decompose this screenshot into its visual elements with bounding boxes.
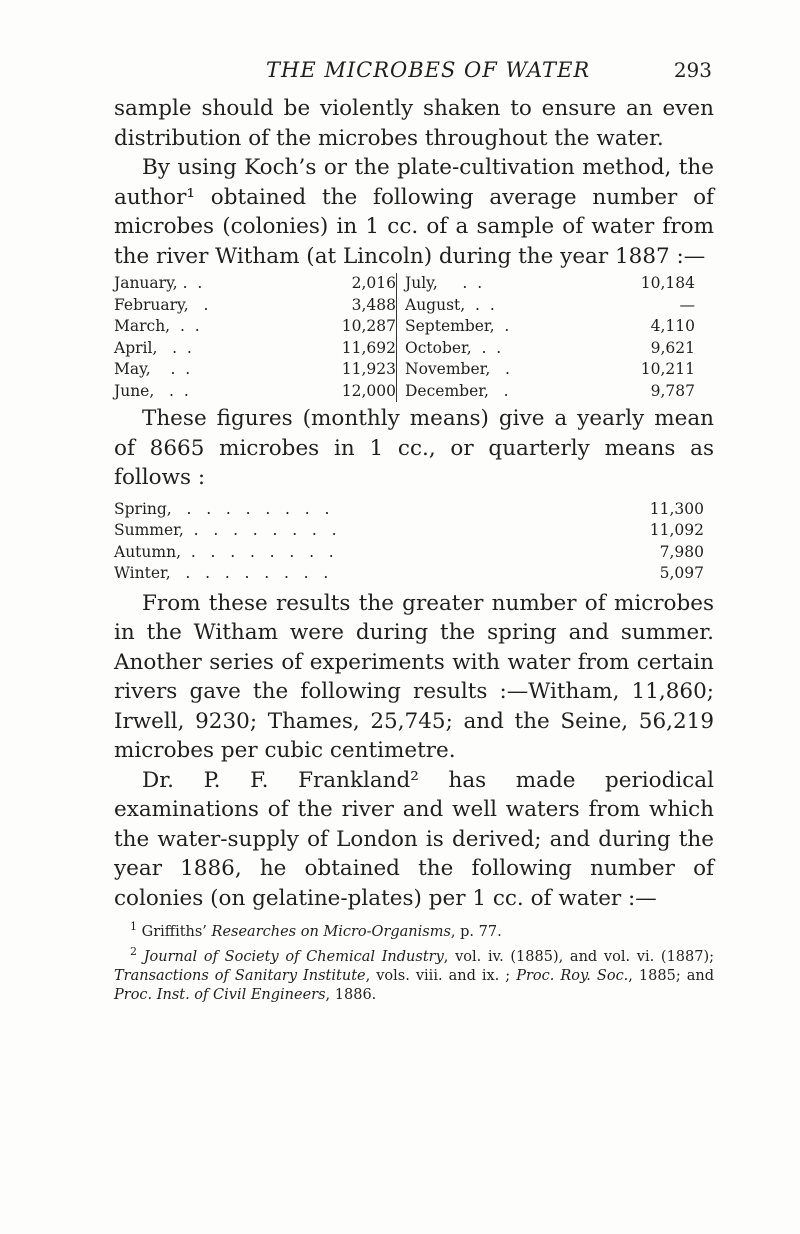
table-row [405, 381, 695, 403]
season-value: 11,300 [649, 499, 704, 518]
footnotes [114, 917, 714, 1005]
monthly-table [114, 273, 714, 402]
table-row [405, 295, 695, 317]
footnote-1 [114, 917, 714, 942]
paragraph-4: From these results the greater number of microbes in the Witham were during the spring and summer. Another series of experiments with water from certain rivers gave the following results :—Witham, 11,860; Irwell, 9230; Thames, 25,745; and the Seine, 56,219 microbes per cubic centimetre. [114, 590, 714, 763]
page-number: 293 [673, 58, 712, 82]
table-row [114, 563, 714, 585]
table-row [114, 381, 396, 403]
season-label: Winter, . . . . . . . . [114, 564, 329, 582]
running-head [114, 48, 714, 94]
footnote-text: , vol. iv. (1885), and vol. vi. (1887); [443, 948, 715, 965]
month-label: March, . . [114, 317, 200, 335]
month-label: June, . . [114, 381, 189, 400]
footnote-marker: 2 [130, 944, 137, 958]
month-value: 9,787 [650, 381, 695, 400]
month-value: — [679, 295, 695, 314]
month-value: 10,287 [341, 317, 396, 335]
paragraph-1: sample should be violently shaken to ensure an even distribution of the microbes throughout the water. [114, 96, 714, 151]
table-row [405, 338, 695, 360]
table-row [114, 273, 396, 295]
month-value: 11,923 [341, 360, 396, 378]
month-label: October, . . [405, 338, 502, 357]
footnote-2 [114, 942, 714, 1005]
month-value: 4,110 [650, 317, 695, 335]
month-value: 10,184 [640, 274, 695, 292]
season-label: Spring, . . . . . . . . [114, 499, 330, 518]
footnote-text: , 1886. [325, 986, 377, 1003]
month-value: 9,621 [650, 338, 695, 357]
month-label: December, . [405, 381, 509, 400]
season-label: Summer, . . . . . . . . [114, 521, 337, 539]
footnote-title: Transactions of Sanitary Institute [114, 967, 366, 984]
footnote-text: Griffiths’ [141, 923, 212, 940]
footnote-text: , 1885; and [628, 967, 714, 984]
month-label: August, . . [405, 295, 495, 314]
footnote-title: Proc. Roy. Soc. [516, 967, 629, 984]
month-label: November, . [405, 360, 510, 378]
month-label: July, . . [405, 274, 483, 292]
table-row [114, 295, 396, 317]
table-row [114, 359, 396, 381]
season-value: 11,092 [649, 521, 704, 539]
footnote-marker: 1 [130, 920, 137, 933]
table-row [114, 520, 714, 542]
month-label: April, . . [114, 338, 192, 357]
month-value: 10,211 [640, 360, 695, 378]
season-value: 5,097 [659, 564, 704, 582]
table-row [114, 338, 396, 360]
month-value: 11,692 [341, 338, 396, 357]
monthly-column-right [396, 273, 695, 402]
footnote-text: , p. 77. [450, 923, 502, 940]
footnote-text: , vols. viii. and ix. ; [365, 967, 517, 984]
book-page [114, 48, 714, 1005]
running-title: THE MICROBES OF WATER [266, 58, 591, 82]
footnote-title: Researches on Micro-Organisms [211, 923, 451, 940]
table-row [114, 499, 714, 521]
season-label: Autumn, . . . . . . . . [114, 542, 334, 561]
table-row [114, 316, 396, 338]
month-label: February, . [114, 295, 209, 314]
table-row [405, 359, 695, 381]
season-value: 7,980 [659, 542, 704, 561]
month-value: 12,000 [341, 381, 396, 400]
table-row [114, 542, 714, 564]
paragraph-3: These figures (monthly means) give a yearly mean of 8665 microbes in 1 cc., or quarterly means as follows : [114, 406, 714, 490]
paragraph-5: Dr. P. F. Frankland² has made periodical examinations of the river and well waters from which the water-supply of London is derived; and during the year 1886, he obtained the following number of colonies (on gelatine-plates) per 1 cc. of water :— [114, 767, 714, 911]
paragraph-2: By using Koch’s or the plate-cultivation method, the author¹ obtained the following average number of microbes (colonies) in 1 cc. of a sample of water from the river Witham (at Lincoln) during the year 1887 :— [114, 155, 714, 269]
month-label: September, . [405, 317, 510, 335]
footnote-title: Proc. Inst. of Civil Engineers [114, 986, 326, 1003]
table-row [405, 316, 695, 338]
month-value: 3,488 [351, 295, 396, 314]
monthly-column-left [114, 273, 396, 402]
month-label: May, . . [114, 360, 191, 378]
month-value: 2,016 [351, 274, 396, 292]
footnote-title: Journal of Society of Chemical Industry [143, 948, 444, 965]
month-label: January, . . [114, 274, 203, 292]
table-row [405, 273, 695, 295]
seasons-table [114, 499, 714, 585]
